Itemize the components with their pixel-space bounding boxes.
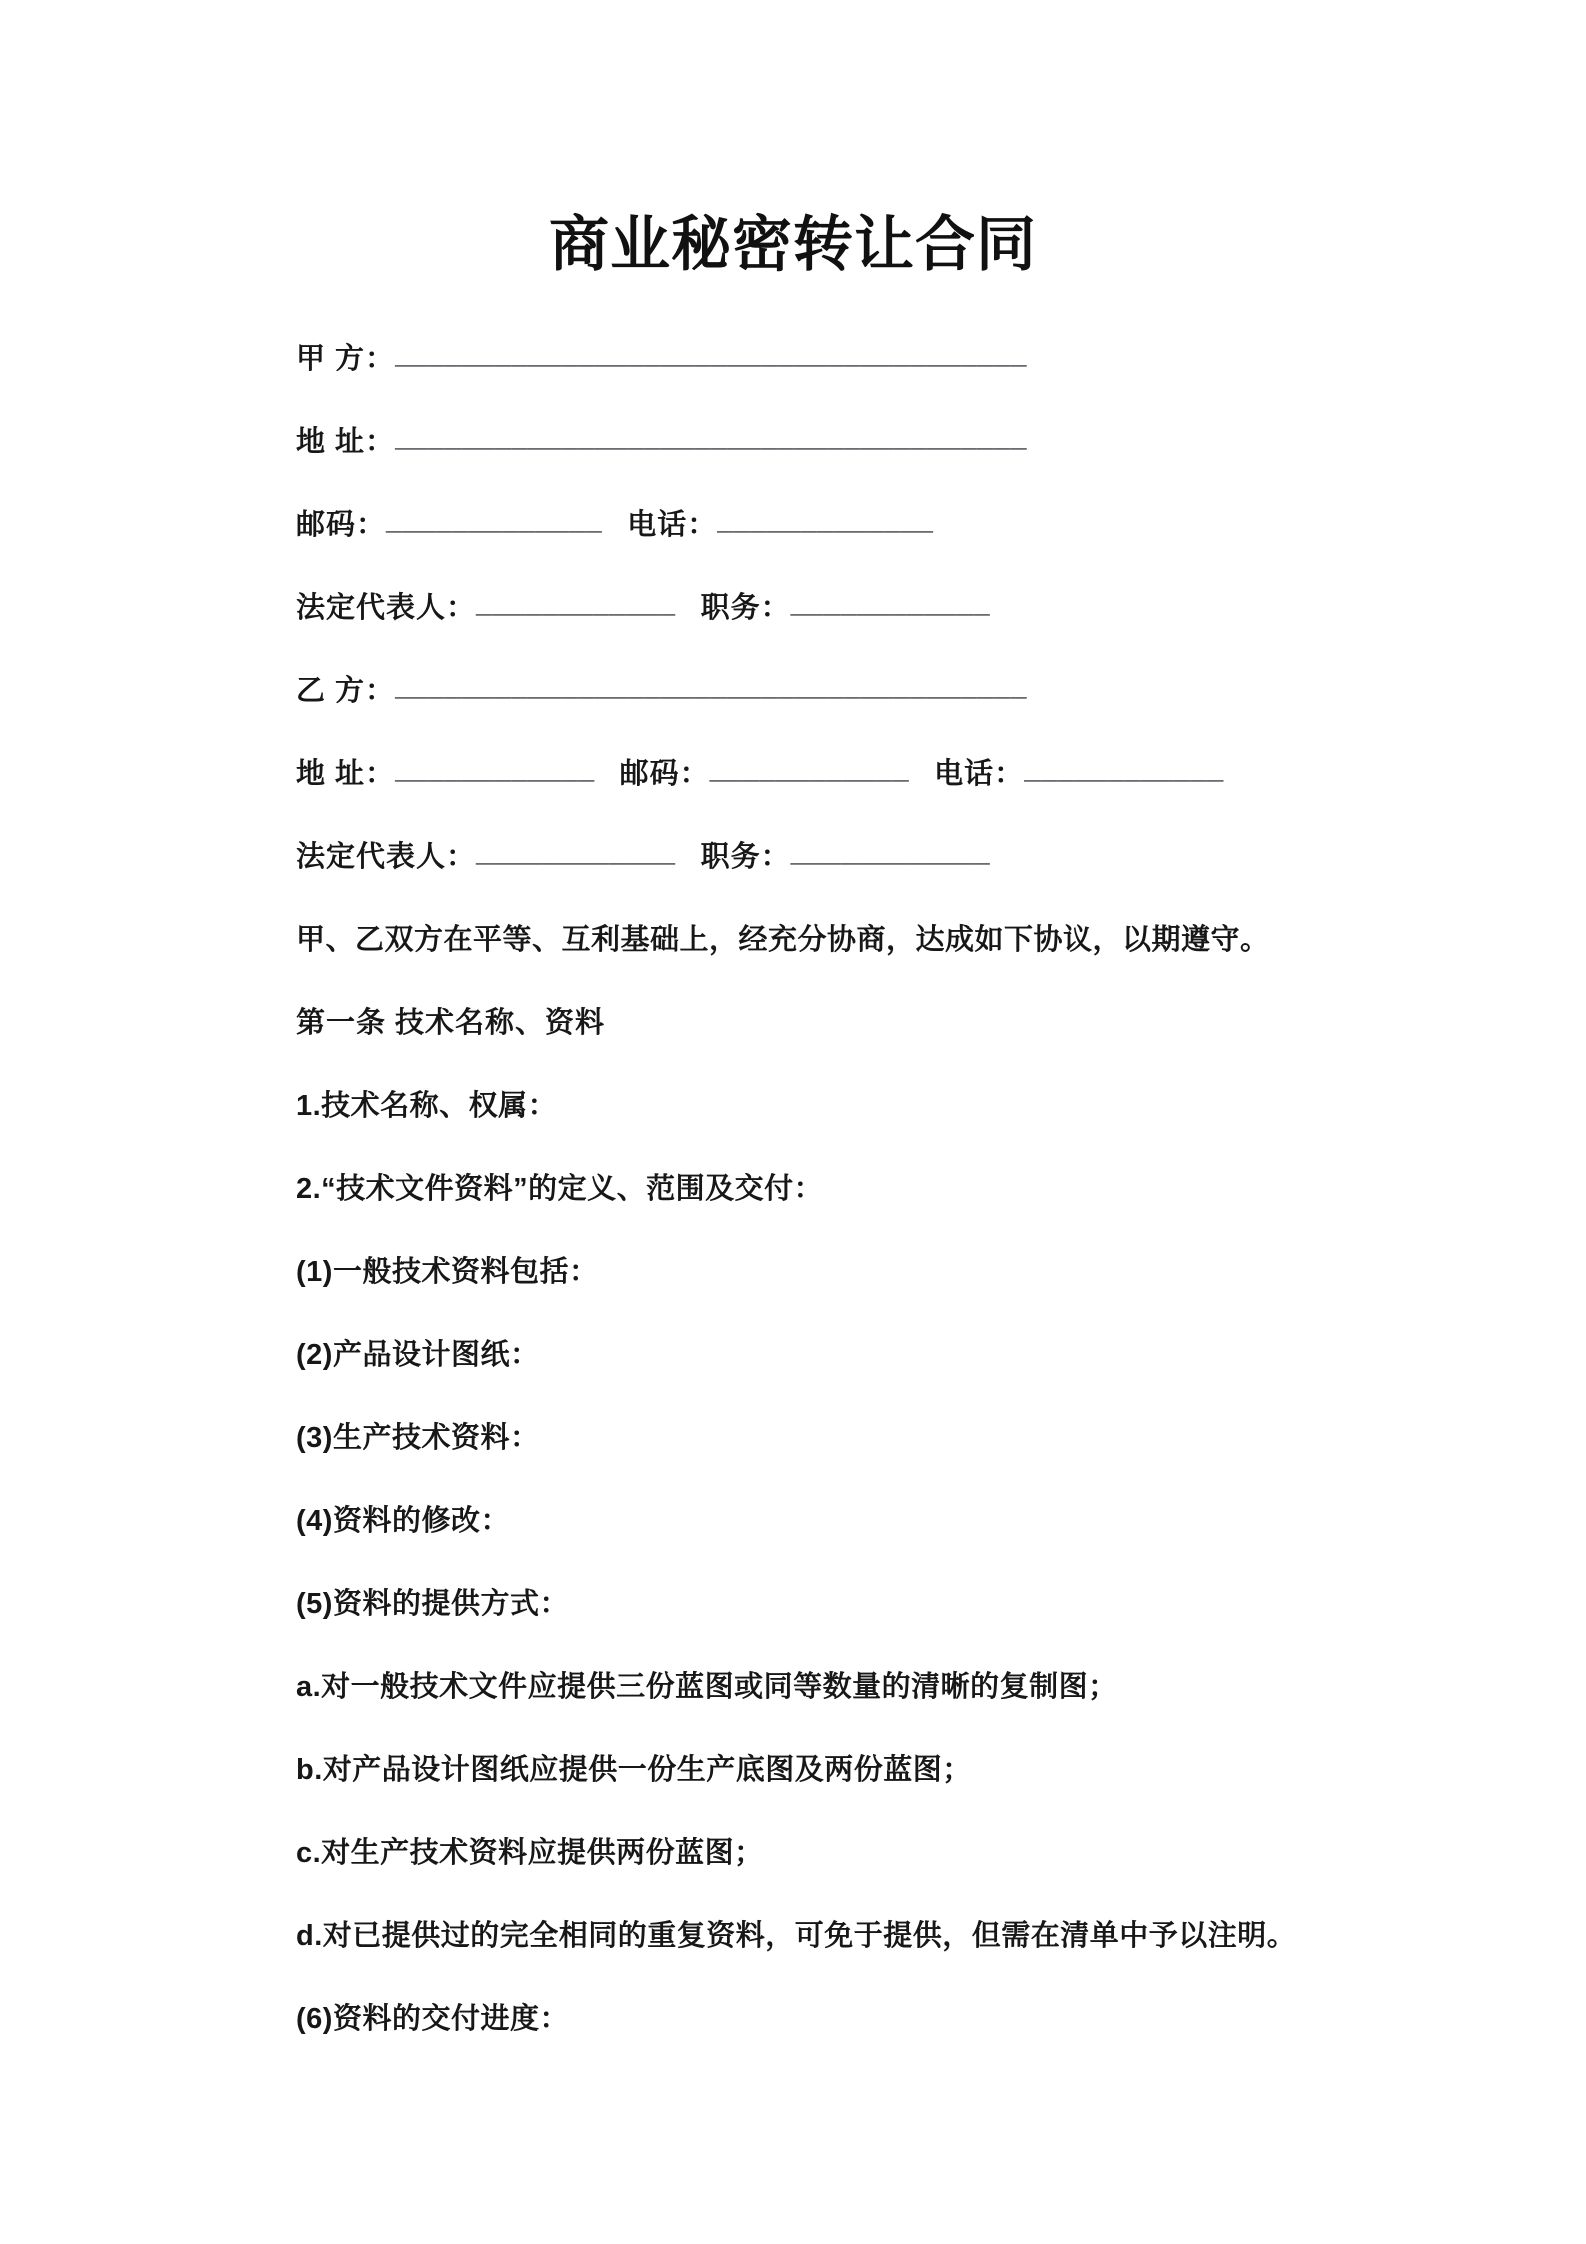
- field-label: 邮码：: [619, 758, 710, 790]
- form-field: [296, 336, 1027, 377]
- form-line: [296, 315, 1446, 398]
- clause-line: (5)资料的提供方式：: [296, 1588, 569, 1620]
- field-label: 电话：: [934, 758, 1025, 790]
- clause-line: a.对一般技术文件应提供三份蓝图或同等数量的清晰的复制图；: [296, 1671, 1118, 1703]
- blank-fill-line: _____________: [717, 504, 934, 536]
- form-field: [296, 751, 595, 792]
- form-line: [296, 730, 1446, 813]
- form-line: [296, 398, 1446, 481]
- form-field: [627, 502, 933, 543]
- clause-line: (4)资料的修改：: [296, 1505, 510, 1537]
- clauses-section: [296, 1062, 1446, 2058]
- field-label: 甲 方：: [296, 343, 396, 375]
- field-label: 地 址：: [296, 758, 396, 790]
- document-title: 商业秘密转让合同: [549, 211, 1037, 278]
- clause-line: c.对生产技术资料应提供两份蓝图；: [296, 1837, 764, 1869]
- form-field: [701, 585, 991, 626]
- field-label: 法定代表人：: [296, 592, 477, 624]
- form-line: [296, 564, 1446, 647]
- blank-fill-line: ____________: [709, 753, 910, 785]
- form-line: [296, 647, 1446, 730]
- party-info-section: [296, 315, 1446, 896]
- document-body: [296, 315, 1446, 2058]
- field-label: 职务：: [700, 592, 791, 624]
- form-line: [296, 481, 1446, 564]
- field-label: 职务：: [700, 841, 791, 873]
- clause-line: 1.技术名称、权属：: [296, 1090, 558, 1122]
- clause-line: (6)资料的交付进度：: [296, 2003, 569, 2035]
- section-1-heading: 第一条 技术名称、资料: [296, 1007, 606, 1039]
- blank-fill-line: ____________: [1024, 753, 1224, 785]
- form-field: [296, 834, 676, 875]
- blank-fill-line: ____________: [790, 587, 991, 619]
- field-label: 邮码：: [296, 509, 387, 541]
- blank-fill-line: ____________: [476, 836, 676, 868]
- field-label: 法定代表人：: [296, 841, 477, 873]
- clause-line: b.对产品设计图纸应提供一份生产底图及两份蓝图；: [296, 1754, 972, 1786]
- blank-fill-line: _____________: [386, 504, 603, 536]
- blank-fill-line: ______________________________________: [395, 338, 1027, 370]
- form-field: [620, 751, 910, 792]
- form-field: [701, 834, 991, 875]
- clause-line: d.对已提供过的完全相同的重复资料，可免于提供，但需在清单中予以注明。: [296, 1920, 1297, 1952]
- field-label: 电话：: [627, 509, 718, 541]
- form-field: [296, 668, 1027, 709]
- field-label: 地 址：: [296, 426, 396, 458]
- blank-fill-line: ____________: [476, 587, 676, 619]
- clause-line: (1)一般技术资料包括：: [296, 1256, 599, 1288]
- clause-line: 2.“技术文件资料”的定义、范围及交付：: [296, 1173, 824, 1205]
- blank-fill-line: ____________: [790, 836, 991, 868]
- form-field: [296, 502, 602, 543]
- form-field: [934, 751, 1224, 792]
- intro-paragraph: 甲、乙双方在平等、互利基础上，经充分协商，达成如下协议，以期遵守。: [296, 924, 1270, 956]
- form-field: [296, 419, 1027, 460]
- blank-fill-line: ______________________________________: [395, 421, 1027, 453]
- clause-line: (2)产品设计图纸：: [296, 1339, 540, 1371]
- blank-fill-line: ______________________________________: [395, 670, 1027, 702]
- blank-fill-line: ____________: [395, 753, 595, 785]
- clause-line: (3)生产技术资料：: [296, 1422, 540, 1454]
- field-label: 乙 方：: [296, 675, 396, 707]
- form-field: [296, 585, 676, 626]
- form-line: [296, 813, 1446, 896]
